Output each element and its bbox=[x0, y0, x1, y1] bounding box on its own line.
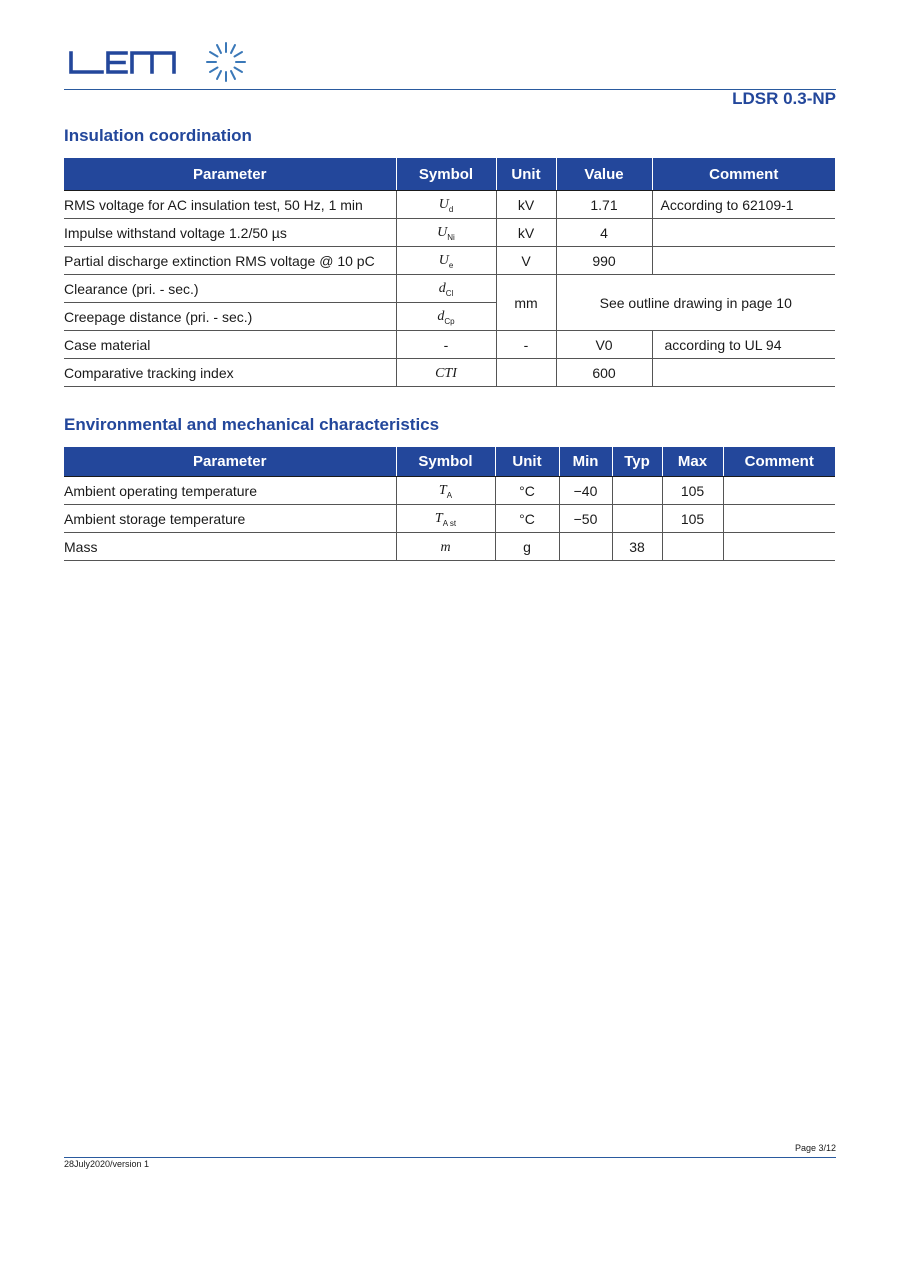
cell-parameter: Creepage distance (pri. - sec.) bbox=[64, 303, 396, 331]
symbol-subscript: Cl bbox=[445, 288, 454, 298]
cell-unit: - bbox=[496, 331, 556, 359]
date-version: 28July2020/version 1 bbox=[64, 1159, 150, 1169]
cell-comment: according to UL 94 bbox=[652, 331, 835, 359]
symbol-text: T bbox=[438, 483, 447, 499]
cell-typ bbox=[612, 477, 662, 505]
cell-max: 105 bbox=[662, 505, 723, 533]
symbol-text: d bbox=[437, 309, 445, 325]
symbol-subscript: d bbox=[448, 204, 454, 214]
column-header-unit: Unit bbox=[496, 158, 556, 191]
table-row bbox=[64, 505, 835, 533]
cell-parameter: Ambient operating temperature bbox=[64, 477, 396, 505]
cell-min: −40 bbox=[559, 477, 612, 505]
cell-comment bbox=[652, 359, 835, 387]
cell-max bbox=[662, 533, 723, 561]
table-row bbox=[64, 191, 835, 219]
column-header-value: Value bbox=[556, 158, 652, 191]
cell-symbol bbox=[396, 359, 496, 387]
cell-unit: kV bbox=[496, 219, 556, 247]
column-header-symbol: Symbol bbox=[396, 158, 496, 191]
cell-typ bbox=[612, 505, 662, 533]
cell-comment: According to 62109-1 bbox=[652, 191, 835, 219]
symbol-text: U bbox=[438, 253, 449, 269]
table-row bbox=[64, 331, 835, 359]
cell-value: 600 bbox=[556, 359, 652, 387]
cell-min bbox=[559, 533, 612, 561]
symbol-text: U bbox=[438, 197, 449, 213]
column-header-parameter: Parameter bbox=[64, 447, 396, 477]
symbol-text: m bbox=[440, 539, 451, 555]
cell-unit: °C bbox=[495, 505, 559, 533]
footer-divider bbox=[64, 1157, 836, 1158]
cell-value: V0 bbox=[556, 331, 652, 359]
symbol-subscript: A st bbox=[442, 518, 457, 528]
cell-unit: kV bbox=[496, 191, 556, 219]
cell-unit bbox=[496, 359, 556, 387]
symbol-subscript: e bbox=[448, 260, 454, 270]
cell-symbol bbox=[396, 303, 496, 331]
column-header-symbol: Symbol bbox=[396, 447, 495, 477]
section-title-environmental: Environmental and mechanical characteristics bbox=[64, 415, 440, 434]
table-row bbox=[64, 247, 835, 275]
symbol-text: T bbox=[434, 511, 443, 527]
cell-max: 105 bbox=[662, 477, 723, 505]
column-header-typ: Typ bbox=[612, 447, 662, 477]
cell-symbol: - bbox=[396, 331, 496, 359]
cell-value-merged: See outline drawing in page 10 bbox=[556, 275, 835, 331]
cell-value: 4 bbox=[556, 219, 652, 247]
symbol-subscript: Cp bbox=[444, 316, 455, 326]
cell-symbol bbox=[396, 247, 496, 275]
symbol-subscript: A bbox=[446, 490, 453, 500]
section-title-insulation: Insulation coordination bbox=[64, 126, 252, 145]
table-row bbox=[64, 533, 835, 561]
cell-symbol bbox=[396, 219, 496, 247]
column-header-unit: Unit bbox=[495, 447, 559, 477]
cell-comment bbox=[652, 219, 835, 247]
cell-unit: mm bbox=[496, 275, 556, 331]
cell-parameter: Partial discharge extinction RMS voltage @ 10 pC bbox=[64, 247, 396, 275]
cell-comment bbox=[652, 247, 835, 275]
column-header-parameter: Parameter bbox=[64, 158, 396, 191]
table-header-row bbox=[64, 447, 835, 477]
cell-symbol bbox=[396, 533, 495, 561]
table-row bbox=[64, 359, 835, 387]
cell-value: 990 bbox=[556, 247, 652, 275]
cell-parameter: RMS voltage for AC insulation test, 50 Hz, 1 min bbox=[64, 191, 396, 219]
cell-comment bbox=[723, 505, 835, 533]
cell-parameter: Comparative tracking index bbox=[64, 359, 396, 387]
environmental-table bbox=[64, 447, 835, 561]
symbol-text: CTI bbox=[435, 365, 457, 381]
column-header-min: Min bbox=[559, 447, 612, 477]
insulation-table bbox=[64, 158, 835, 387]
cell-symbol bbox=[396, 505, 495, 533]
cell-comment bbox=[723, 477, 835, 505]
table-header-row bbox=[64, 158, 835, 191]
cell-unit: g bbox=[495, 533, 559, 561]
cell-parameter: Mass bbox=[64, 533, 396, 561]
symbol-text: U bbox=[437, 225, 448, 241]
table-row bbox=[64, 477, 835, 505]
cell-parameter: Case material bbox=[64, 331, 396, 359]
symbol-subscript: Ni bbox=[447, 232, 455, 242]
cell-unit: °C bbox=[495, 477, 559, 505]
table-row bbox=[64, 275, 835, 303]
cell-value: 1.71 bbox=[556, 191, 652, 219]
column-header-comment: Comment bbox=[723, 447, 835, 477]
cell-min: −50 bbox=[559, 505, 612, 533]
cell-parameter: Impulse withstand voltage 1.2/50 µs bbox=[64, 219, 396, 247]
header-divider bbox=[64, 89, 836, 90]
column-header-comment: Comment bbox=[652, 158, 835, 191]
cell-comment bbox=[723, 533, 835, 561]
page-number: Page 3/12 bbox=[794, 1143, 836, 1153]
column-header-max: Max bbox=[662, 447, 723, 477]
cell-parameter: Ambient storage temperature bbox=[64, 505, 396, 533]
document-title: LDSR 0.3-NP bbox=[732, 89, 836, 108]
table-row bbox=[64, 219, 835, 247]
cell-typ: 38 bbox=[612, 533, 662, 561]
cell-symbol bbox=[396, 275, 496, 303]
symbol-text: d bbox=[438, 281, 446, 297]
lem-logo bbox=[68, 40, 248, 86]
cell-symbol bbox=[396, 477, 495, 505]
cell-unit: V bbox=[496, 247, 556, 275]
cell-parameter: Clearance (pri. - sec.) bbox=[64, 275, 396, 303]
cell-symbol bbox=[396, 191, 496, 219]
